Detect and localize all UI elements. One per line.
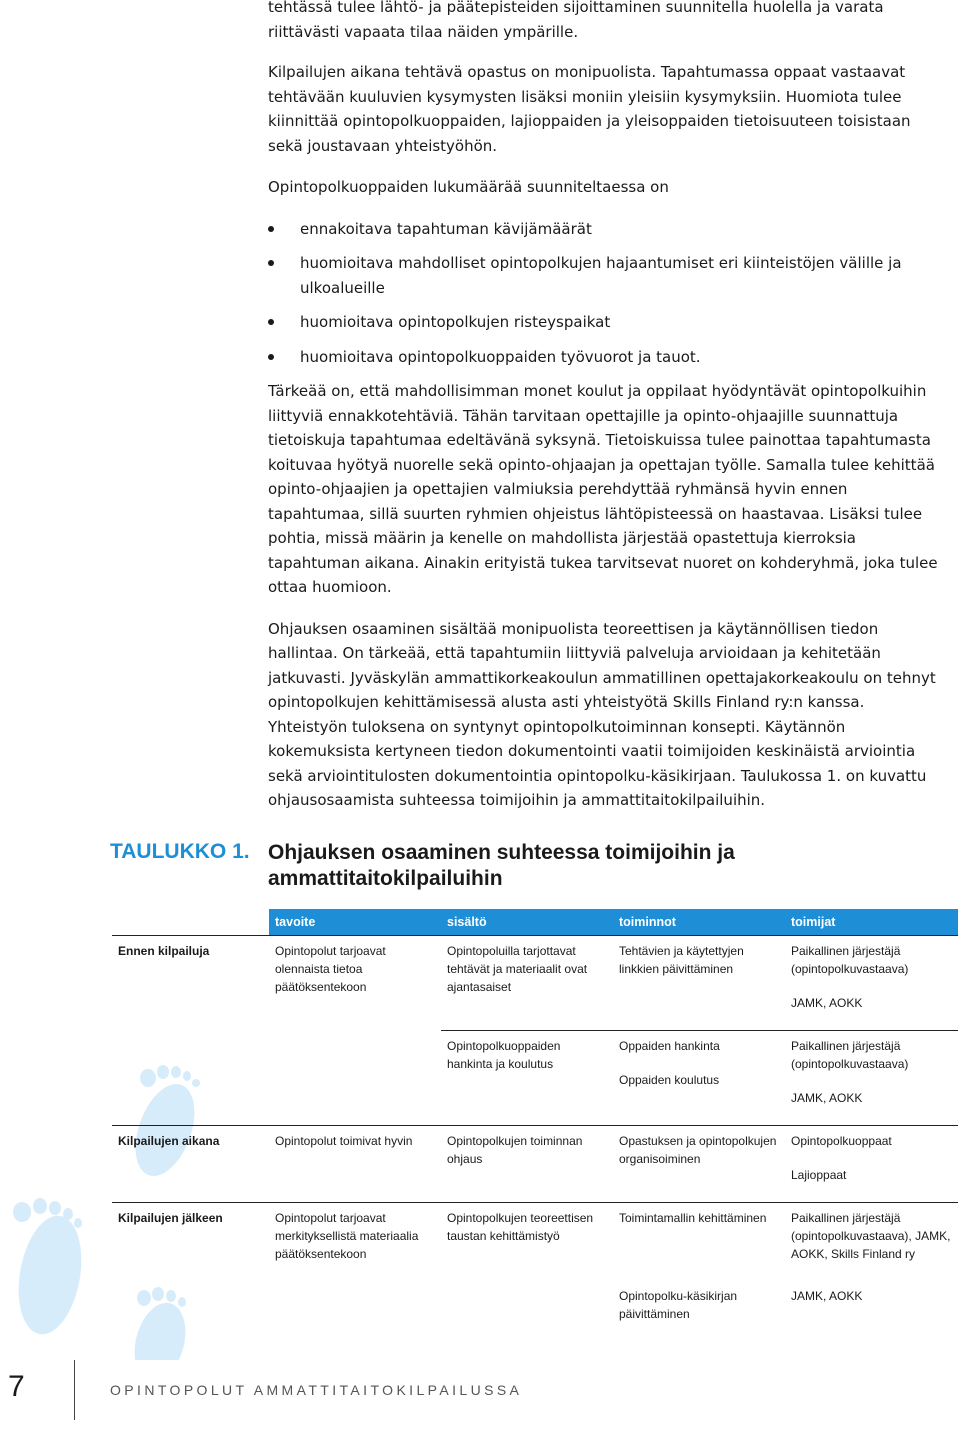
paragraph: Kilpailujen aikana tehtävä opastus on monipuolista. Tapahtumassa oppaat vastaavat tehtävään kuuluvien kysymysten lisäksi moniin yleisiin kysymyksiin. Huomiota tulee kiinnittää opintopolkuoppaiden, lajioppaiden ja yleisoppaiden tietoisuuteen toisistaan sekä joustavaan yhteistyöhön. xyxy=(268,63,911,155)
table-cell: Opintopolut tarjoavat olennaista tietoa päätöksentekoon xyxy=(269,936,441,1031)
paragraph: Tärkeää on, että mahdollisimman monet koulut ja oppilaat hyödyntävät opintopolkuihin liittyviä ennakkotehtäviä. Tähän tarvitaan opettajille ja opinto-ohjaajille suunnattuja tietoiskuja tapahtumaa edeltävänä syksynä. Tietoiskuissa tulee painottaa tapahtumasta koituvaa hyötyä nuorelle sekä opinto-ohjaajan ja opettajan työlle. Samalla tulee kehittää opinto-ohjaajien ja opettajien valmiuksia perehdyttää ryhmänsä hyvin ennen tapahtumaa, sillä suurten ryhmien ohjeistus lähtöpisteessä on haastavaa. Lisäksi tulee pohtia, missä määrin ja kenelle on mahdollista järjestää opastettuja kierroksia tapahtuman aikana. Ainakin erityistä tukea tarvitsevat nuoret on kohderyhmä, joka tulee ottaa huomioon. xyxy=(268,382,938,596)
cell-text: Opintopolkuoppaat xyxy=(791,1134,892,1148)
header-cell: toiminnot xyxy=(613,909,785,936)
bullet-list xyxy=(268,217,946,370)
table-cell xyxy=(441,1281,613,1341)
article-body xyxy=(268,0,946,830)
cell-text: Paikallinen järjestäjä (opintopolkuvastaava) xyxy=(791,1039,909,1071)
header-cell-empty xyxy=(112,909,269,936)
table-cell: Opintopolkujen toiminnan ohjaus xyxy=(441,1126,613,1203)
row-header: Kilpailujen aikana xyxy=(112,1126,269,1203)
paragraph: Opintopolkuoppaiden lukumäärää suunniteltaessa on xyxy=(268,178,669,196)
table-cell: Opastuksen ja opintopolkujen organisoiminen xyxy=(613,1126,785,1203)
table-cell: Opintopoluilla tarjottavat tehtävät ja materiaalit ovat ajantasaiset xyxy=(441,936,613,1031)
list-item: huomioitava opintopolkujen risteyspaikat xyxy=(268,310,946,335)
table-cell: Toimintamallin kehittäminen xyxy=(613,1203,785,1282)
cell-text: Lajioppaat xyxy=(791,1168,847,1182)
table-row xyxy=(112,936,958,1031)
table-cell xyxy=(613,1031,785,1126)
table-cell: Tehtävien ja käytettyjen linkkien päivittäminen xyxy=(613,936,785,1031)
table-cell xyxy=(785,1031,958,1126)
cell-text: Paikallinen järjestäjä (opintopolkuvastaava) xyxy=(791,944,909,976)
list-item: ennakoitava tapahtuman kävijämäärät xyxy=(268,217,946,242)
table-row xyxy=(112,1281,958,1341)
header-cell: sisältö xyxy=(441,909,613,936)
comparison-table xyxy=(112,909,958,1341)
table-cell: Opintopolkuoppaiden hankinta ja koulutus xyxy=(441,1031,613,1126)
paragraph: tehtässä tulee lähtö- ja päätepisteiden sijoittaminen suunnitella huolella ja varata riittävästi vapaata tilaa näiden ympärille. xyxy=(268,0,884,41)
row-header: Kilpailujen jälkeen xyxy=(112,1203,269,1282)
table-cell xyxy=(785,936,958,1031)
header-cell: tavoite xyxy=(269,909,441,936)
table-row xyxy=(112,1031,958,1126)
table-cell: Paikallinen järjestäjä (opintopolkuvastaava), JAMK, AOKK, Skills Finland ry xyxy=(785,1203,958,1282)
list-item: huomioitava mahdolliset opintopolkujen hajaantumiset eri kiinteistöjen välille ja ulkoalueille xyxy=(268,251,946,300)
table-cell xyxy=(269,1031,441,1126)
table-cell xyxy=(785,1126,958,1203)
table-label: TAULUKKO 1. xyxy=(110,840,250,863)
running-title: OPINTOPOLUT AMMATTITAITOKILPAILUSSA xyxy=(110,1382,523,1398)
table-cell: JAMK, AOKK xyxy=(791,1289,863,1303)
list-item: huomioitava opintopolkuoppaiden työvuorot ja tauot. xyxy=(268,345,946,370)
table-row xyxy=(112,1203,958,1282)
table-cell: Opintopolkujen teoreettisen taustan kehittämistyö xyxy=(441,1203,613,1282)
table-cell xyxy=(269,1281,441,1341)
cell-text: JAMK, AOKK xyxy=(791,1091,863,1105)
row-header: Ennen kilpailuja xyxy=(112,936,269,1031)
cell-text: Oppaiden koulutus xyxy=(619,1073,720,1087)
cell-text: Oppaiden hankinta xyxy=(619,1039,720,1053)
page-number: 7 xyxy=(8,1370,25,1403)
row-header xyxy=(112,1031,269,1126)
table-cell: Opintopolut toimivat hyvin xyxy=(269,1126,441,1203)
row-header xyxy=(112,1281,269,1341)
header-cell: toimijat xyxy=(785,909,958,936)
table-header-row xyxy=(112,909,958,936)
table-row xyxy=(112,1126,958,1203)
footer-divider xyxy=(74,1360,75,1420)
paragraph: Ohjauksen osaaminen sisältää monipuolista teoreettisen ja käytännöllisen tiedon hallintaa. On tärkeää, että tapahtumiin liittyviä palveluja arvioidaan ja kehitetään jatkuvasti. Jyväskylän ammattikorkeakoulun ammatillinen opettajakorkeakoulu on tehnyt opintopolkujen kehittämisessä alusta asti yhteistyötä Skills Finland ry:n kanssa. Yhteistyön tuloksena on syntynyt opintopolkutoiminnan konsepti. Käytännön kokemuksista kertyneen tiedon dokumentointi vaatii toimijoiden keskinäistä arviointia sekä arviointitulosten dokumentointia opintopolku-käsikirjaan. Taulukossa 1. on kuvattu ohjausosaamista suhteessa toimijoihin ja ammattitaitokilpailuihin. xyxy=(268,619,936,809)
table-title: Ohjauksen osaaminen suhteessa toimijoihin ja ammattitaitokilpailuihin xyxy=(268,841,735,890)
table-cell: Opintopolku-käsikirjan päivittäminen xyxy=(619,1289,738,1321)
cell-text: JAMK, AOKK xyxy=(791,996,863,1010)
table-cell: Opintopolut tarjoavat merkityksellistä materiaalia päätöksentekoon xyxy=(269,1203,441,1282)
